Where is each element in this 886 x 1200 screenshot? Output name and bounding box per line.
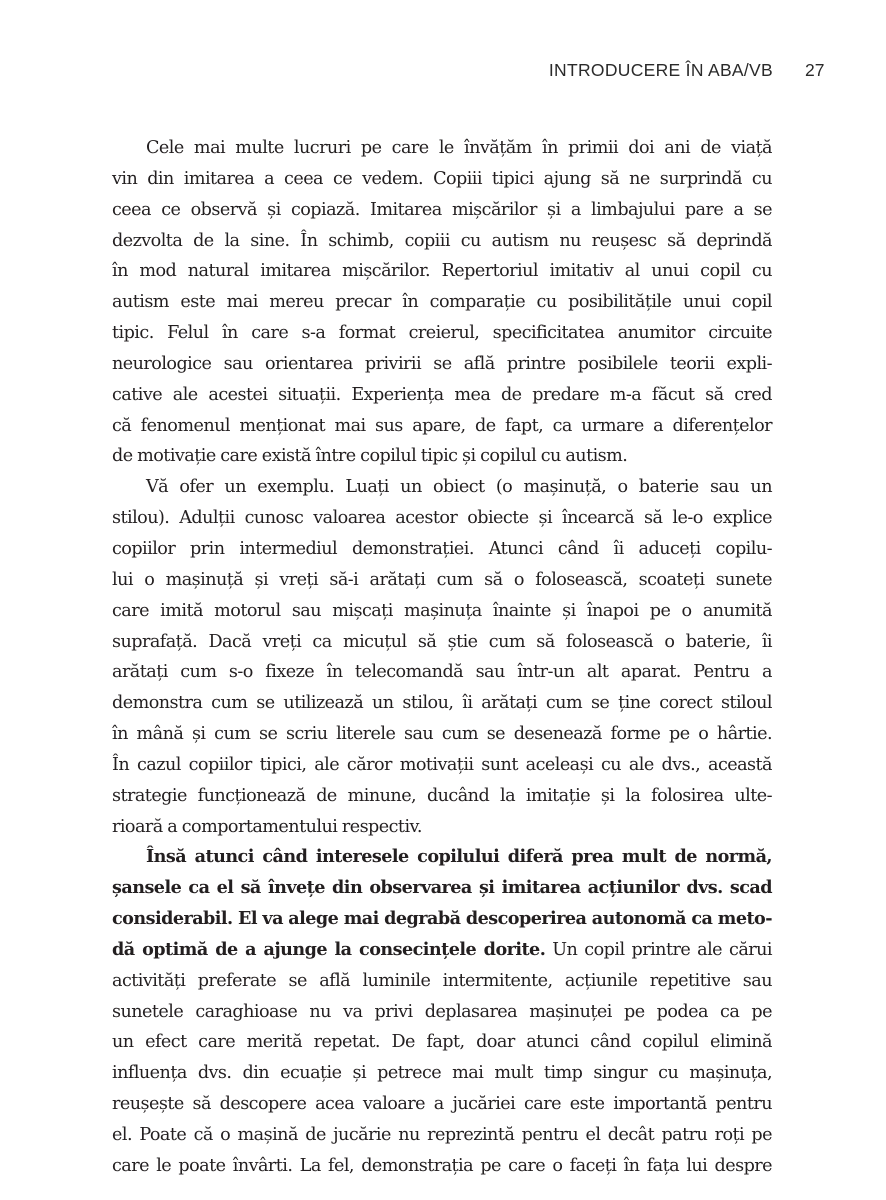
text-segment: Cele mai multe lucruri pe care le învățăm în primii doi ani de viață [146,138,772,158]
text-segment: rioară a comportamentului respectiv. [112,816,422,837]
text-line [112,719,772,750]
text-segment: demonstra cum se utilizează un stilou, îi arătați cum se ține corect stiloul [112,693,772,714]
text-line [112,318,772,349]
text-segment: arătați cum s-o fixeze în telecomandă sau într-un alt aparat. Pentru a [112,662,772,683]
text-segment: influența dvs. din ecuație și petrece mai mult timp singur cu mașinuța, [112,1063,772,1084]
text-line [112,256,772,287]
text-segment: reușește să descopere acea valoare a jucăriei care este importantă pentru [112,1094,772,1115]
text-segment: în mod natural imitarea mișcărilor. Repertoriul imitativ al unui copil cu [112,261,772,282]
text-line [112,596,772,627]
text-segment: de motivație care există între copilul tipic și copilul cu autism. [112,446,628,467]
text-line [112,287,772,318]
text-line [112,873,772,904]
text-segment: un efect care merită repetat. De fapt, doar atunci când copilul elimină [112,1032,772,1053]
text-line [112,411,772,442]
text-line [112,1058,772,1089]
text-line [112,349,772,380]
text-line [112,503,772,534]
text-line [112,441,772,472]
text-segment: care le poate învârti. La fel, demonstrația pe care o faceți în fața lui despre [112,1155,772,1176]
text-line [112,1089,772,1120]
text-segment: cative ale acestei situații. Experiența mea de predare m-a făcut să cred [112,384,772,405]
text-line [112,842,772,873]
paragraph [112,842,772,1181]
paragraph [112,133,772,472]
text-line [112,781,772,812]
text-segment: suprafață. Dacă vreți ca micuțul să știe cum să folosească o baterie, îi [112,631,772,652]
text-line [112,812,772,843]
running-title: INTRODUCERE ÎN ABA/VB [548,60,773,80]
text-line [112,688,772,719]
text-line [112,1120,772,1151]
bold-text: șansele ca el să învețe din observarea și imitarea acțiunilor dvs. scad [112,877,772,899]
text-segment: ceea ce observă și copiază. Imitarea mișcărilor și a limbajului pare a se [112,199,772,220]
text-segment: el. Poate că o mașină de jucărie nu reprezintă pentru el decât patru roți pe [112,1125,772,1145]
text-segment: activități preferate se află luminile intermitente, acțiunile repetitive sau [112,970,772,991]
bold-text: considerabil. El va alege mai degrabă descoperirea autonomă ca meto- [112,908,772,930]
text-line [112,226,772,257]
text-line [112,534,772,565]
text-line [112,997,772,1028]
text-segment: copiilor prin intermediul demonstrației. Atunci când îi aduceți copilu- [112,538,772,559]
text-segment: lui o mașinuță și vreți să-i arătați cum să o folosească, scoateți sunete [112,569,772,590]
text-line [112,472,772,503]
text-segment: autism este mai mereu precar în comparație cu posibilitățile unui copil [112,292,772,313]
body-text [112,133,772,1182]
text-line [112,133,772,164]
text-segment: tipic. Felul în care s-a format creierul, specificitatea anumitor circuite [112,323,772,344]
text-segment: stilou). Adulții cunosc valoarea acestor obiecte și încearcă să le-o explice [112,508,772,529]
running-header [0,58,886,84]
text-segment: dezvolta de la sine. În schimb, copiii cu autism nu reușesc să deprindă [112,230,772,251]
text-segment: care imită motorul sau mișcați mașinuța înainte și înapoi pe o anumită [112,600,772,621]
text-line [112,380,772,411]
text-line [112,966,772,997]
text-segment: Vă ofer un exemplu. Luați un obiect (o mașinuță, o baterie sau un [146,477,772,498]
bold-text: dă optimă de a ajunge la consecințele dorite. [112,938,546,960]
text-segment: În cazul copiilor tipici, ale căror motivații sunt aceleași cu ale dvs., această [112,754,772,775]
text-line [112,1151,772,1182]
text-line [112,627,772,658]
text-segment: sunetele caraghioase nu va privi deplasarea mașinuței pe podea ca pe [112,1001,772,1022]
paragraph [112,472,772,842]
text-segment: că fenomenul menționat mai sus apare, de fapt, ca urmare a diferențelor [112,415,772,436]
text-line [112,1027,772,1058]
text-segment: în mână și cum se scriu literele sau cum se desenează forme pe o hârtie. [112,724,772,745]
text-line [112,657,772,688]
text-line [112,904,772,935]
text-line [112,164,772,195]
text-segment: Un copil printre ale cărui [545,939,772,960]
text-line [112,750,772,781]
text-segment: neurologice sau orientarea privirii se află printre posibilele teorii expli- [112,353,772,374]
text-line [112,565,772,596]
text-segment: strategie funcționează de minune, ducând la imitație și la folosirea ulte- [112,785,772,806]
text-line [112,935,772,966]
page-number: 27 [805,60,825,80]
bold-text: Însă atunci când interesele copilului diferă prea mult de normă, [146,846,772,868]
text-line [112,195,772,226]
text-segment: vin din imitarea a ceea ce vedem. Copiii tipici ajung să ne surprindă cu [112,168,772,189]
